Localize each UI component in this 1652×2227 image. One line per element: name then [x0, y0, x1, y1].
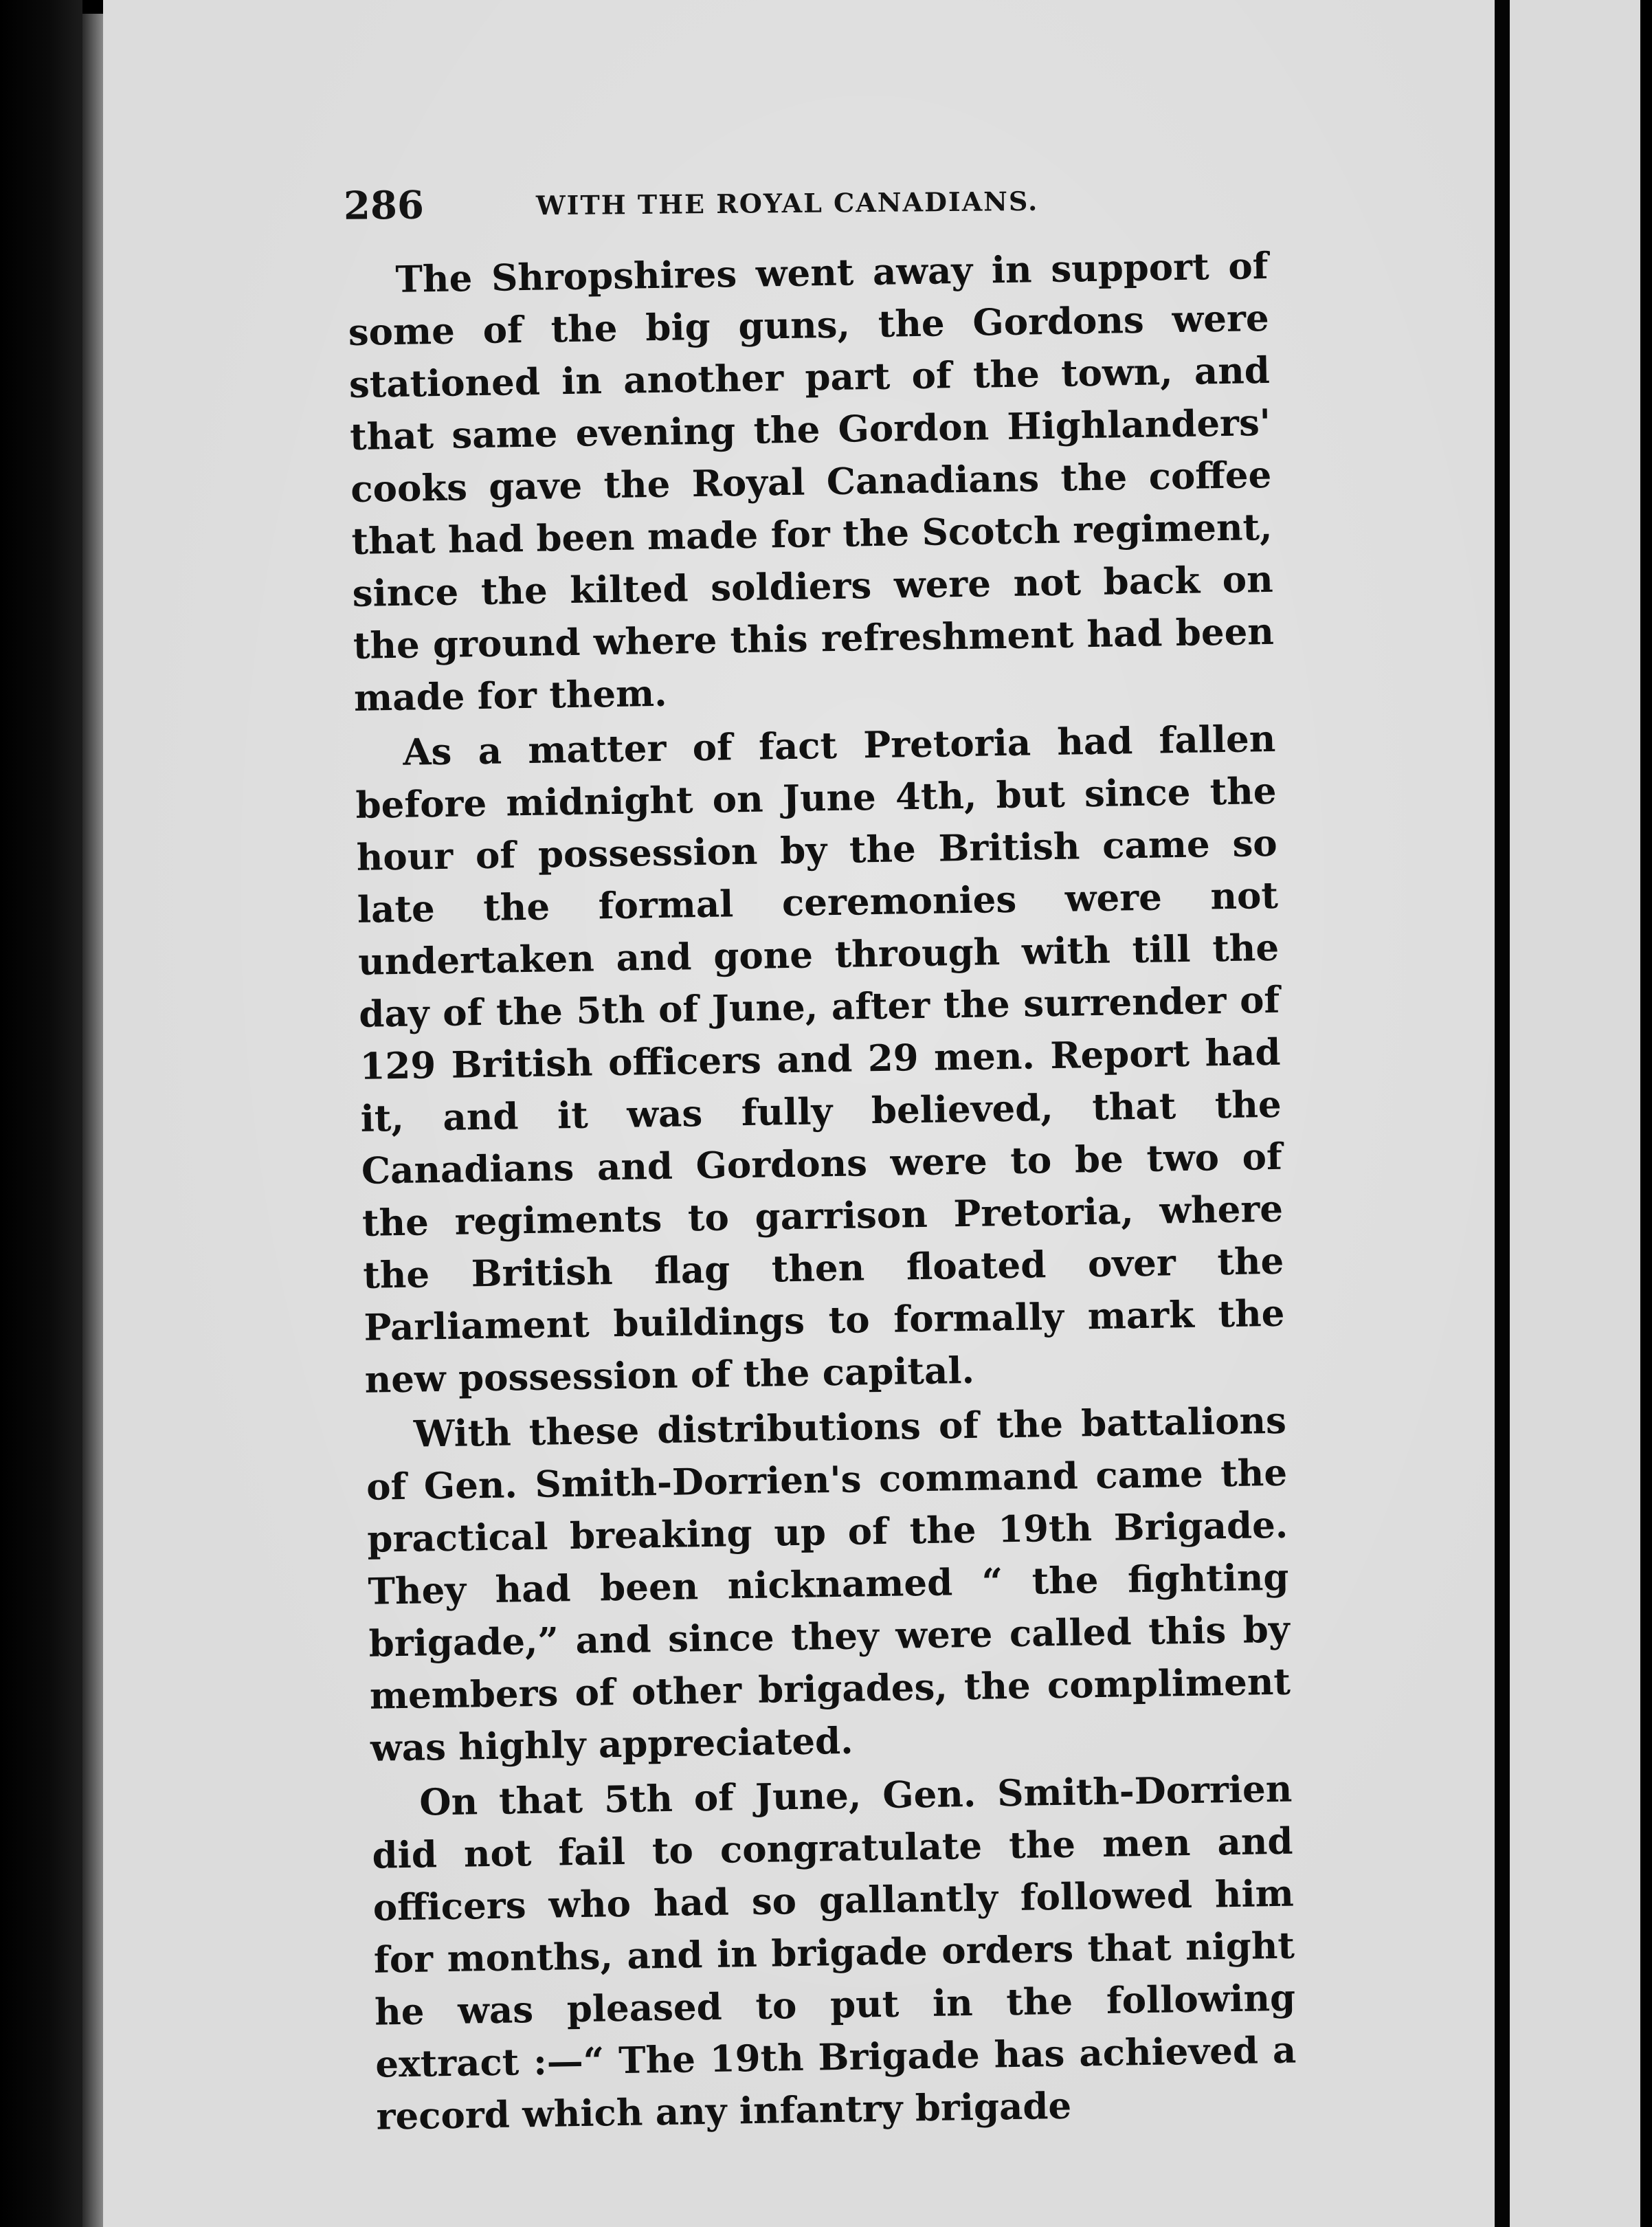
- paragraph: The Shropshires went away in support of some of the big guns, the Gordons were stationed in another part of the town, and that same evening the Gordon Highlanders' cooks gave the Royal Canadians the coffee that had been made for the Scotch regiment, since the kilted soldiers were not back on the ground where this refreshment had been made for them.: [348, 244, 1275, 720]
- page-number: 286: [343, 182, 425, 229]
- scan-right-border: [1640, 0, 1652, 2227]
- running-title: WITH THE ROYAL CANADIANS.: [535, 185, 1039, 221]
- paragraph: With these distributions of the battalions of Gen. Smith-Dorrien's command came the practical breaking up of the 19th Brigade. They had been nicknamed “ the fighting brigade,” and since they were called this by members of other brigades, the compliment was highly appreciated.: [366, 1399, 1291, 1770]
- running-head: [344, 177, 1086, 231]
- center-gutter: [1495, 0, 1510, 2227]
- paragraph: As a matter of fact Pretoria had fallen before midnight on June 4th, but since the hour of possession by the British came so late the formal ceremonies were not undertaken and gone through with till the day of the 5th of June, after the surrender of 129 British officers and 29 men. Report had it, and it was fully believed, that the Canadians and Gordons were to be two of the regiments to garrison Pretoria, where the British flag then floated over the Parliament buildings to formally mark the new possession of the capital.: [355, 717, 1285, 1401]
- book-spine: [0, 0, 82, 2227]
- paragraph: On that 5th of June, Gen. Smith-Dorrien did not fail to congratulate the men and officers who had so gallantly followed him for months, and in brigade orders that night he was pleased to put in the following extract :—“ The 19th Brigade has achieved a record which any infantry brigade: [372, 1767, 1297, 2138]
- facing-page-sliver: [1510, 0, 1640, 2227]
- body-text: [347, 240, 1297, 2146]
